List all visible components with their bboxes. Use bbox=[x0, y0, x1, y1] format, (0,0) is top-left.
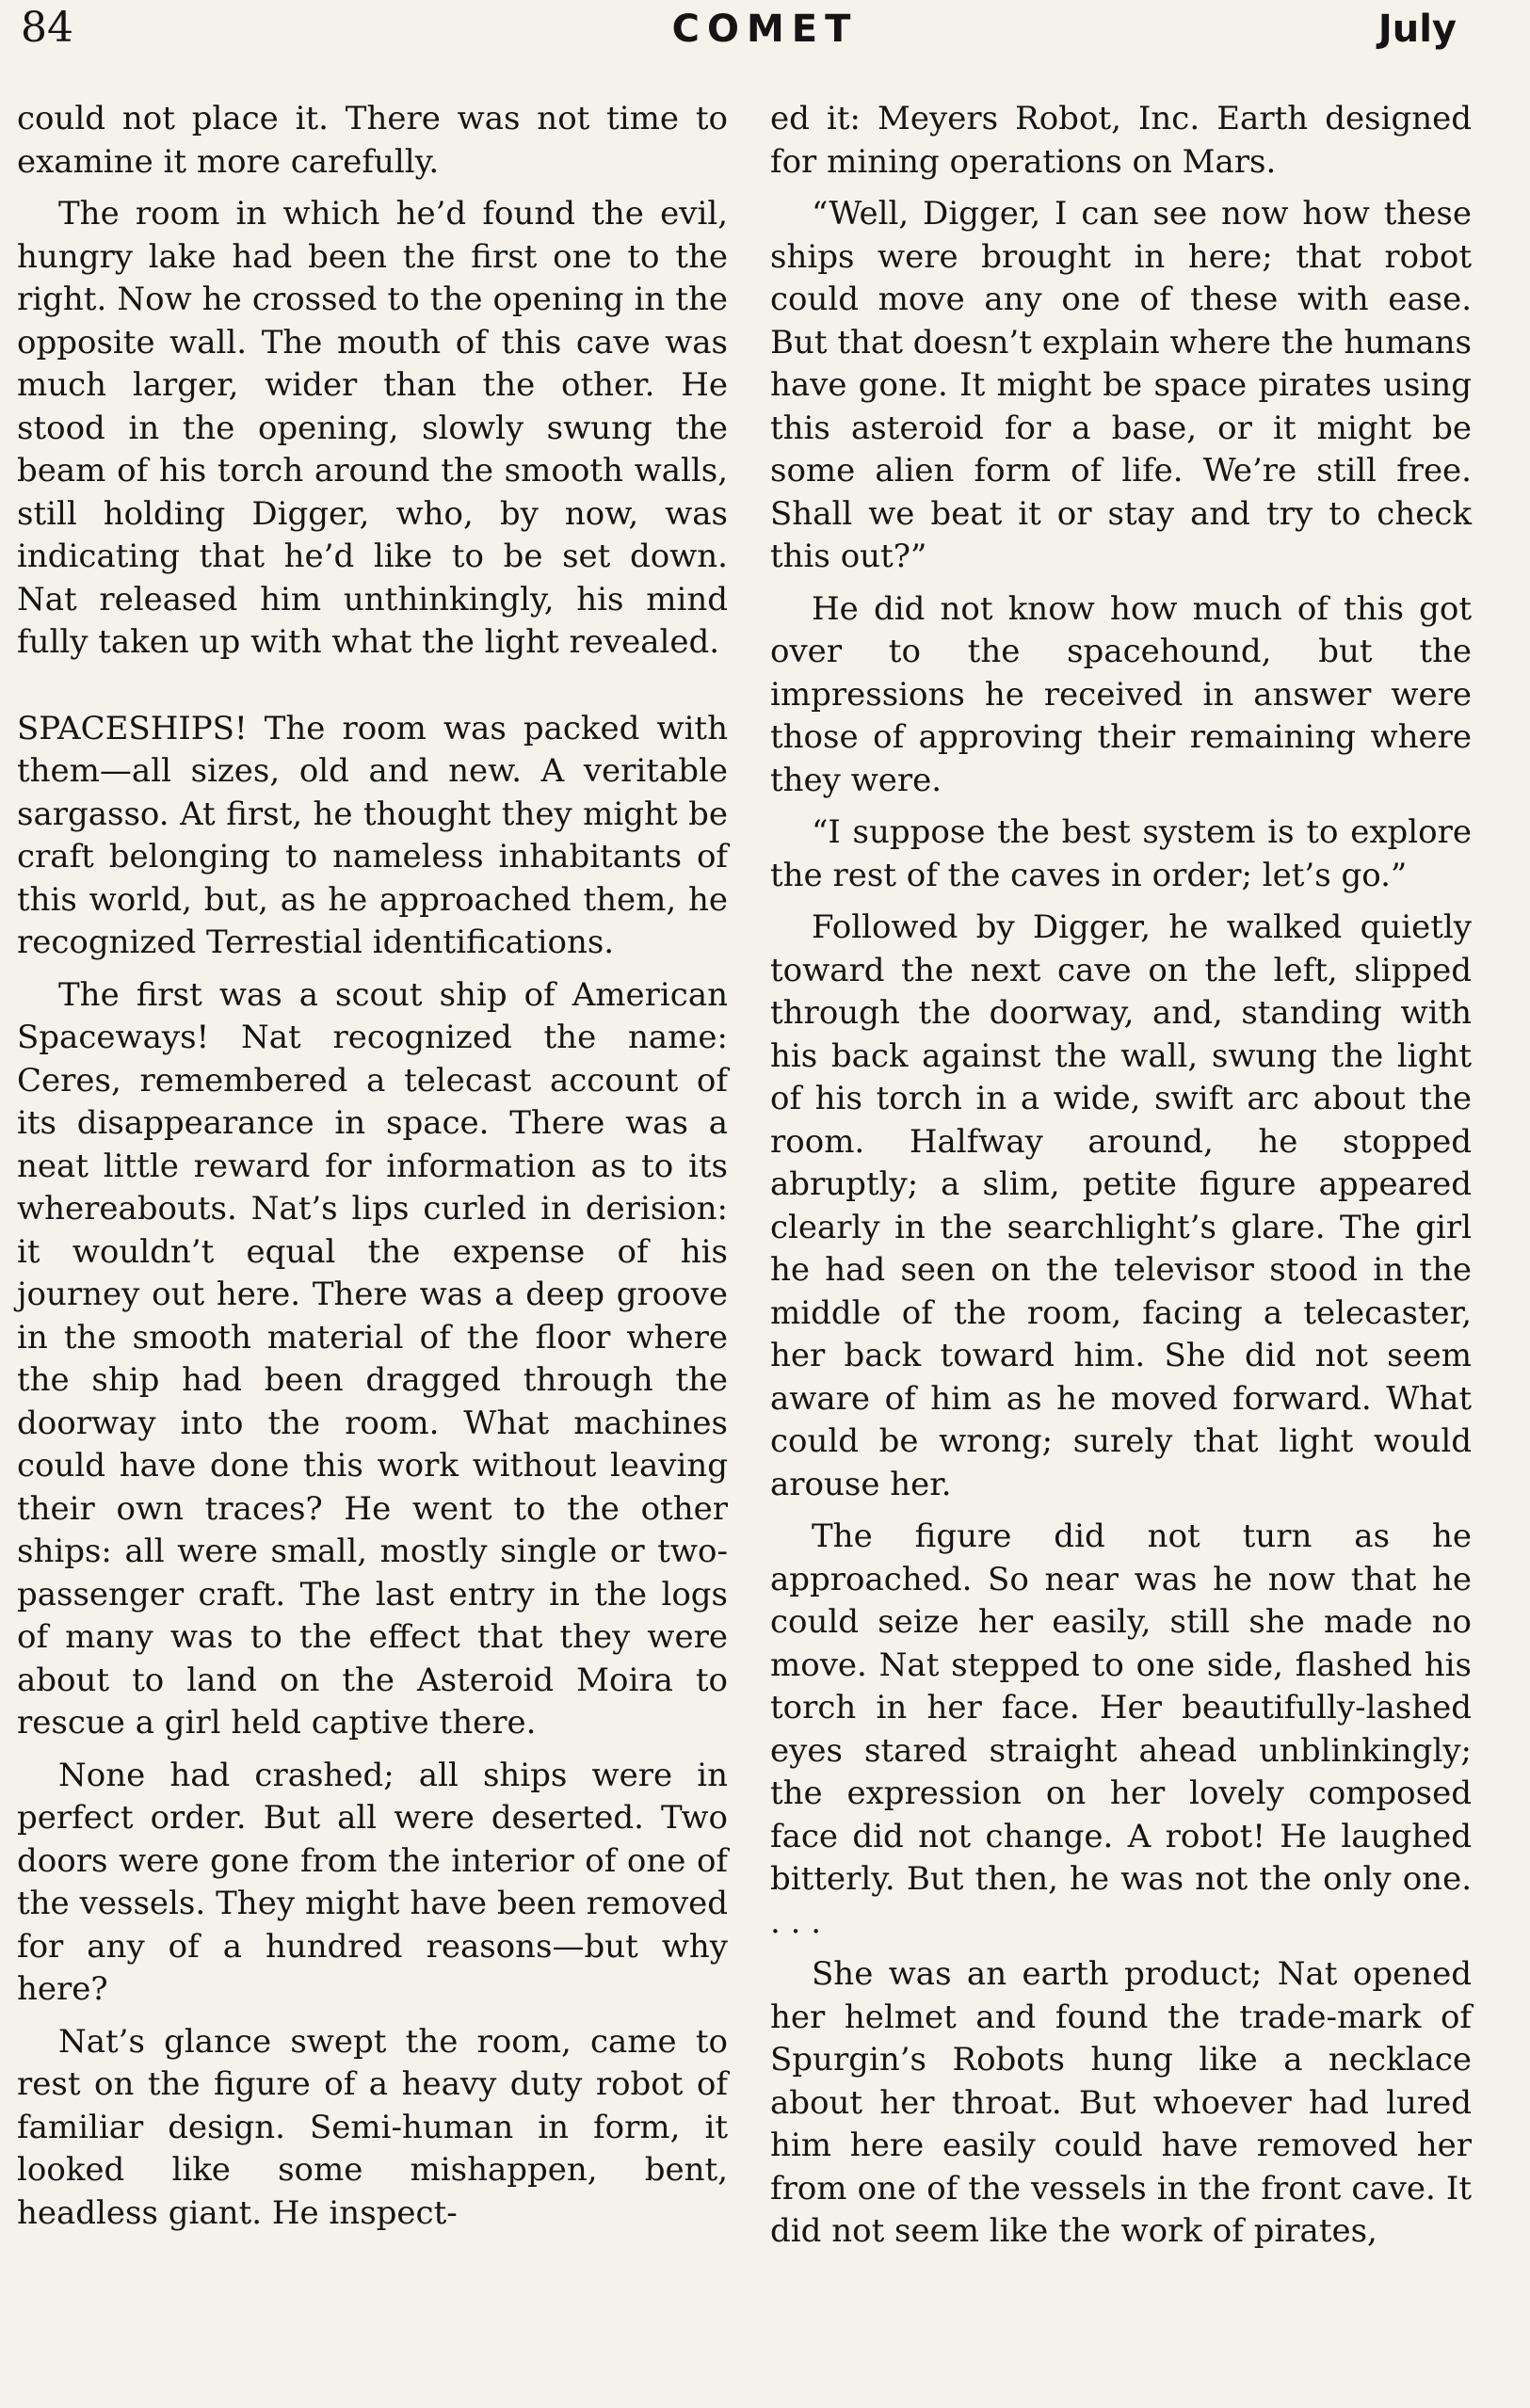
paragraph: “I suppose the best system is to explore the rest of the caves in order; let’s go.” bbox=[770, 813, 1472, 894]
running-header bbox=[0, 0, 1530, 75]
magazine-title: COMET bbox=[671, 8, 859, 51]
paragraph: ed it: Meyers Robot, Inc. Earth designed for mining operations on Mars. bbox=[770, 100, 1472, 181]
paragraph: None had crashed; all ships were in perfect order. But all were deserted. Two doors were gone from the interior of one of the vessels. They might have been removed for any of a hundred reasons—but why here? bbox=[17, 1756, 728, 2008]
paragraph: “Well, Digger, I can see now how these ships were brought in here; that robot could move any one of these with ease. But that doesn’t explain where the humans have gone. It might be space pirates using this asteroid for a base, or it might be some alien form of life. We’re still free. Shall we beat it or stay and try to check this out?” bbox=[770, 195, 1472, 575]
issue-month: July bbox=[1377, 8, 1457, 51]
paragraph: The room in which he’d found the evil, hungry lake had been the first one to the right. Now he crossed to the opening in the opposite wall. The mouth of this cave was much larger, wider than the other. He stood in the opening, slowly swung the beam of his torch around the smooth walls, still holding Digger, who, by now, was indicating that he’d like to be set down. Nat released him unthinkingly, his mind fully taken up with what the light revealed. bbox=[17, 195, 728, 661]
paragraph: She was an earth product; Nat opened her helmet and found the trade-mark of Spurgin’s Robots hung like a necklace about her throat. But whoever had lured him here easily could have removed her from one of the vessels in the front cave. It did not seem like the work of pirates, bbox=[770, 1955, 1472, 2250]
paragraph: Followed by Digger, he walked quietly toward the next cave on the left, slipped through the doorway, and, standing with his back against the wall, swung the light of his torch in a wide, swift arc about the room. Halfway around, he stopped abruptly; a slim, petite figure appeared clearly in the searchlight’s glare. The girl he had seen on the televisor stood in the middle of the room, facing a telecaster, her back toward him. She did not seem aware of him as he moved forward. What could be wrong; surely that light would arouse her. bbox=[770, 908, 1472, 1503]
paragraph: Nat’s glance swept the room, came to rest on the figure of a heavy duty robot of familiar design. Semi-human in form, it looked like some mishappen, bent, headless giant. He inspect- bbox=[17, 2022, 728, 2232]
paragraph: SPACESHIPS! The room was packed with them—all sizes, old and new. A veritable sargasso. At first, he thought they might be craft belonging to nameless inhabitants of this world, but, as he approached them, he recognized Terrestial identifications. bbox=[17, 709, 728, 961]
paragraph: The first was a scout ship of American Spaceways! Nat recognized the name: Ceres, remembered a telecast account of its disappearance in space. There was a neat little reward for information as to its whereabouts. Nat’s lips curled in derision: it wouldn’t equal the expense of his journey out here. There was a deep groove in the smooth material of the floor where the ship had been dragged through the doorway into the room. What machines could have done this work without leaving their own traces? He went to the other ships: all were small, mostly single or two-passenger craft. The last entry in the logs of many was to the effect that they were about to land on the Asteroid Moira to rescue a girl held captive there. bbox=[17, 975, 728, 1742]
page-number: 84 bbox=[21, 4, 73, 52]
paragraph: The figure did not turn as he approached. So near was he now that he could seize her easily, still she made no move. Nat stepped to one side, flashed his torch in her face. Her beautifully-lashed eyes stared straight ahead unblinkingly; the expression on her lovely composed face did not change. A robot! He laughed bitterly. But then, he was not the only one. . . . bbox=[770, 1517, 1472, 1941]
left-column bbox=[17, 98, 728, 2244]
paragraph: He did not know how much of this got over to the spacehound, but the impressions he received in answer were those of approving their remaining where they were. bbox=[770, 589, 1472, 799]
right-column bbox=[770, 98, 1472, 2263]
paragraph: could not place it. There was not time to examine it more carefully. bbox=[17, 100, 728, 181]
